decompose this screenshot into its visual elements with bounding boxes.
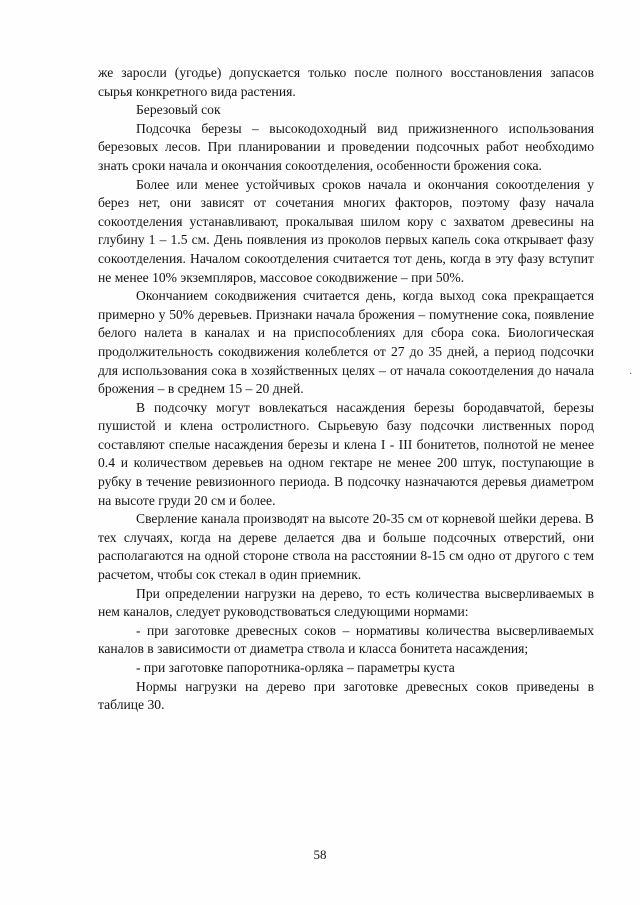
list-item: - при заготовке папоротника-орляка – параметры куста	[136, 660, 455, 675]
page-number: 58	[313, 847, 327, 862]
paragraph: Подсочка березы – высокодоходный вид прижизненного использования березовых лесов. При планировании и проведении подсочных работ необходимо знать сроки начала и окончания сокоотделения, особенности брожения сока.	[98, 120, 594, 173]
edge-mark: ·	[629, 369, 633, 380]
paragraph: Сверление канала производят на высоте 20-35 см от корневой шейки дерева. В тех случаях, когда на дереве делается два и больше подсочных отверстий, они располагаются на одной стороне ствола на расстоянии 8-15 см одно от другого с тем расчетом, чтобы сок стекал в один приемник.	[98, 511, 594, 583]
paragraph: В подсочку могут вовлекаться насаждения березы бородавчатой, березы пушистой и клена остролистного. Сырьевую базу подсочки лиственных пород составляют спелые насаждения березы и клена I - III бонитетов, полнотой не менее 0.4 и количеством деревьев на одном гектаре не менее 200 штук, поступающие в рубку в течение ревизионного периода. В подсочку назначаются деревья диаметром на высоте груди 20 см и более.	[98, 399, 594, 508]
section-heading: Березовый сок	[136, 102, 221, 118]
paragraph: Более или менее устойчивых сроков начала и окончания сокоотделения у берез нет, они зависят от сочетания многих факторов, поэтому фазу начала сокоотделения устанавливают, прокалывая шилом кору с захватом древесины на глубину 1 – 1.5 см. День появления из проколов первых капель сока открывает фазу сокоотделения. Началом сокоотделения считается тот день, когда в эту фазу вступит не менее 10% экземпляров, массовое сокодвижение – при 50%.	[98, 176, 594, 285]
paragraph: Окончанием сокодвижения считается день, когда выход сока прекращается примерно у 50% деревьев. Признаки начала брожения – помутнение сока, появление белого налета в каналах и на приспособлениях для сбора сока. Биологическая продолжительность сокодвижения колеблется от 27 до 35 дней, а период подсочки для использования сока в хозяйственных целях – от начала сокоотделения до начала брожения – в среднем 15 – 20 дней.	[98, 288, 594, 397]
paragraph: При определении нагрузки на дерево, то есть количества высверливаемых в нем каналов, следует руководствоваться следующими нормами:	[98, 585, 594, 620]
body-text	[98, 64, 594, 715]
paragraph: Нормы нагрузки на дерево при заготовке древесных соков приведены в таблице 30.	[98, 678, 594, 713]
list-item: - при заготовке древесных соков – нормативы количества высверливаемых каналов в зависимости от диаметра ствола и класса бонитета насаждения;	[98, 622, 594, 657]
paragraph-continuation: же заросли (угодье) допускается только после полного восстановления запасов сырья конкретного вида растения.	[98, 65, 594, 99]
